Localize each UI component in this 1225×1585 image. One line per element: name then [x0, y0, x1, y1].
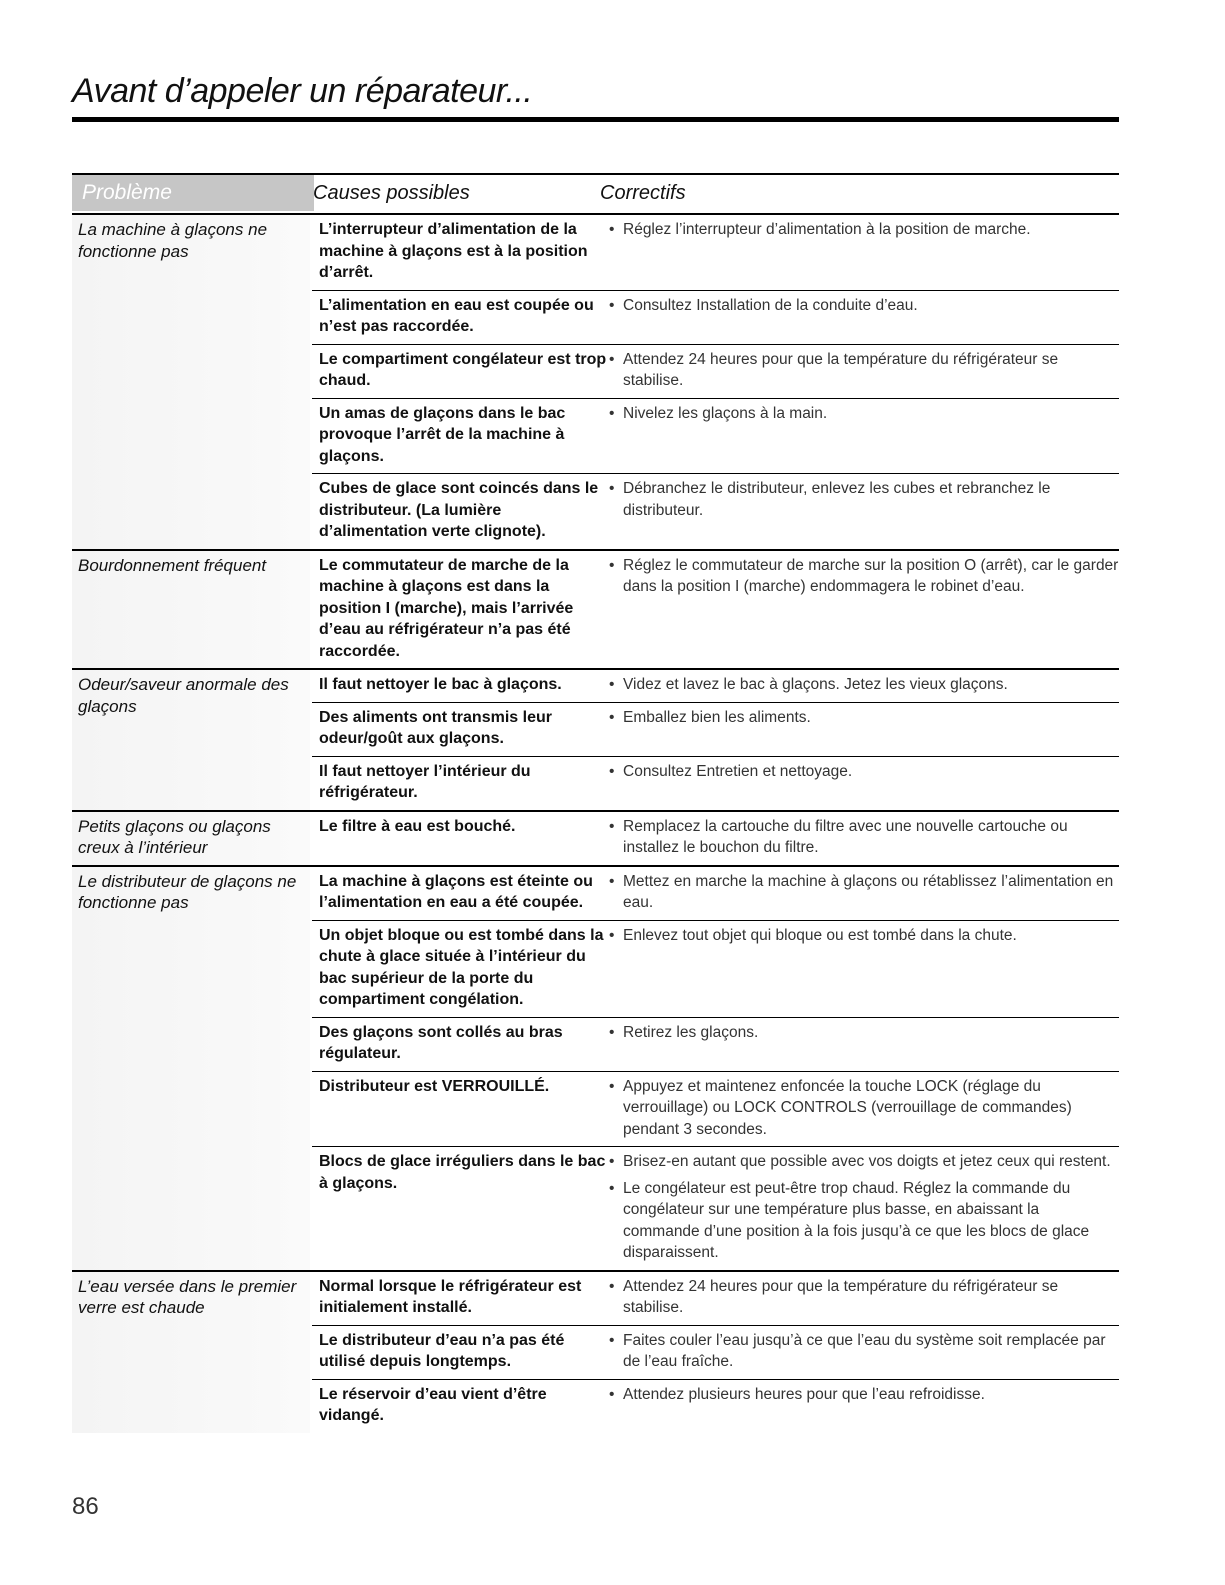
bullet-icon: • [609, 1077, 615, 1095]
cause-rows [312, 812, 1119, 865]
cause-text: Des glaçons sont collés au bras régulateur. [319, 1023, 563, 1062]
fix-item [609, 816, 1119, 859]
fix-item [609, 1330, 1119, 1373]
fix-item [609, 1276, 1119, 1319]
fix-item [609, 349, 1119, 392]
problem-label: Le distributeur de glaçons ne fonctionne pas [72, 867, 310, 1270]
table-row [312, 1379, 1119, 1433]
problem-group [72, 1270, 1119, 1433]
table-row [312, 1272, 1119, 1325]
table-row [312, 551, 1119, 669]
fix-text: Enlevez tout objet qui bloque ou est tombé dans la chute. [623, 926, 1017, 944]
fix-list [609, 1151, 1119, 1264]
fix-item [609, 478, 1119, 521]
cause-text: Normal lorsque le réfrigérateur est initialement installé. [319, 1277, 582, 1316]
page-title: Avant d’appeler un réparateur... [72, 72, 533, 110]
fix-text: Mettez en marche la machine à glaçons ou rétablissez l’alimentation en eau. [623, 872, 1114, 911]
bullet-icon: • [609, 1277, 615, 1295]
bullet-icon: • [609, 221, 615, 238]
fix-item [609, 1178, 1119, 1264]
fix-text: Le congélateur est peut-être trop chaud. Réglez la commande du congélateur sur une température plus basse, en abaissant la commande d’une position à la fois jusqu’à ce que les blocs de glace disparaissent. [623, 1179, 1090, 1261]
fix-item [609, 295, 1119, 317]
problem-group [72, 865, 1119, 1270]
bullet-icon: • [609, 817, 615, 835]
fix-list [609, 555, 1119, 663]
table-row [312, 702, 1119, 756]
bullet-icon: • [609, 1153, 615, 1170]
bullet-icon: • [609, 926, 615, 944]
fix-item [609, 555, 1119, 598]
fix-text: Remplacez la cartouche du filtre avec une nouvelle cartouche ou installez le bouchon du filtre. [623, 817, 1068, 856]
cause-text: Le réservoir d’eau vient d’être vidangé. [319, 1385, 547, 1424]
fix-text: Appuyez et maintenez enfoncée la touche LOCK (réglage du verrouillage) ou LOCK CONTROLS (verrouillage de commandes) pendant 3 secondes. [623, 1077, 1072, 1138]
fix-list [609, 1022, 1119, 1065]
fix-item [609, 871, 1119, 914]
bullet-icon: • [609, 1179, 615, 1197]
cause-text: Cubes de glace sont coincés dans le distributeur. (La lumière d’alimentation verte clignote). [319, 480, 599, 540]
fix-item [609, 1151, 1119, 1173]
fix-list [609, 403, 1119, 468]
page-number: 86 [72, 1493, 99, 1520]
header-problem: Problème [72, 175, 314, 211]
fix-text: Consultez Entretien et nettoyage. [623, 762, 853, 780]
problem-label: L’eau versée dans le premier verre est chaude [72, 1272, 310, 1433]
bullet-icon: • [609, 296, 615, 314]
cause-text: Le distributeur d’eau n’a pas été utilisé depuis longtemps. [319, 1331, 565, 1370]
bullet-icon: • [609, 872, 615, 890]
problem-group [72, 213, 1119, 549]
fix-text: Attendez 24 heures pour que la température du réfrigérateur se stabilise. [623, 1277, 1059, 1316]
bullet-icon: • [609, 1385, 615, 1403]
fix-list [609, 761, 1119, 804]
table-row [312, 344, 1119, 398]
table-row [312, 1325, 1119, 1379]
table-row [312, 920, 1119, 1017]
fix-text: Attendez plusieurs heures pour que l’eau refroidisse. [623, 1385, 985, 1403]
fix-text: Réglez l’interrupteur d’alimentation à la position de marche. [623, 221, 1031, 238]
fix-list [609, 925, 1119, 1011]
cause-rows [312, 670, 1119, 810]
fix-text: Consultez Installation de la conduite d’eau. [623, 296, 918, 314]
fix-item [609, 403, 1119, 425]
fix-list [609, 219, 1119, 284]
cause-text: Il faut nettoyer l’intérieur du réfrigérateur. [319, 762, 531, 801]
fix-item [609, 219, 1119, 241]
cause-rows [312, 867, 1119, 1270]
table-row [312, 398, 1119, 474]
fix-item [609, 1384, 1119, 1406]
fix-list [609, 871, 1119, 914]
table-row [312, 670, 1119, 702]
cause-text: Le commutateur de marche de la machine à glaçons est dans la position I (marche), mais l’arrivée d’eau au réfrigérateur n’a pas été raccordée. [319, 556, 574, 660]
bullet-icon: • [609, 480, 615, 497]
problem-label: Odeur/saveur anormale des glaçons [72, 670, 310, 810]
bullet-icon: • [609, 1331, 615, 1349]
table-row [312, 215, 1119, 290]
cause-text: Un objet bloque ou est tombé dans la chute à glace située à l’intérieur du bac supérieur de la porte du compartiment congélation. [319, 926, 604, 1008]
fix-list [609, 1384, 1119, 1427]
fix-text: Nivelez les glaçons à la main. [623, 404, 828, 422]
header-causes: Causes possibles [313, 182, 470, 204]
fix-list [609, 1330, 1119, 1373]
table-row [312, 473, 1119, 549]
header-fixes: Correctifs [600, 182, 686, 204]
table-body [72, 213, 1119, 1433]
fix-list [609, 295, 1119, 338]
cause-text: Distributeur est VERROUILLÉ. [319, 1077, 550, 1095]
cause-rows [312, 1272, 1119, 1433]
cause-text: L’interrupteur d’alimentation de la machine à glaçons est à la position d’arrêt. [319, 221, 588, 281]
fix-list [609, 674, 1119, 696]
fix-text: Retirez les glaçons. [623, 1023, 759, 1041]
fix-list [609, 816, 1119, 859]
problem-label: Petits glaçons ou glaçons creux à l’intérieur [72, 812, 310, 865]
table-row [312, 812, 1119, 865]
bullet-icon: • [609, 350, 615, 368]
fix-list [609, 1276, 1119, 1319]
fix-text: Videz et lavez le bac à glaçons. Jetez les vieux glaçons. [623, 676, 1008, 693]
problem-group [72, 668, 1119, 810]
cause-text: Il faut nettoyer le bac à glaçons. [319, 676, 562, 693]
table-row [312, 867, 1119, 920]
cause-text: Un amas de glaçons dans le bac provoque l’arrêt de la machine à glaçons. [319, 404, 566, 465]
bullet-icon: • [609, 708, 615, 726]
fix-text: Brisez-en autant que possible avec vos doigts et jetez ceux qui restent. [623, 1153, 1111, 1170]
fix-item [609, 761, 1119, 783]
cause-text: Le compartiment congélateur est trop chaud. [319, 350, 607, 389]
cause-text: Le filtre à eau est bouché. [319, 817, 516, 835]
fix-list [609, 707, 1119, 750]
fix-item [609, 1076, 1119, 1141]
table-row [312, 1146, 1119, 1270]
bullet-icon: • [609, 404, 615, 422]
fix-item [609, 674, 1119, 696]
table-header [72, 173, 1119, 213]
fix-list [609, 478, 1119, 543]
fix-text: Emballez bien les aliments. [623, 708, 811, 726]
cause-text: Des aliments ont transmis leur odeur/goût aux glaçons. [319, 708, 552, 747]
table-row [312, 1071, 1119, 1147]
fix-text: Faites couler l’eau jusqu’à ce que l’eau du système soit remplacée par de l’eau fraîche. [623, 1331, 1106, 1370]
problem-group [72, 810, 1119, 865]
bullet-icon: • [609, 676, 615, 693]
fix-list [609, 349, 1119, 392]
cause-text: La machine à glaçons est éteinte ou l’alimentation en eau a été coupée. [319, 872, 593, 911]
table-row [312, 756, 1119, 810]
problem-label: Bourdonnement fréquent [72, 551, 310, 669]
bullet-icon: • [609, 762, 615, 780]
fix-list [609, 1076, 1119, 1141]
fix-item [609, 1022, 1119, 1044]
cause-text: Blocs de glace irréguliers dans le bac à glaçons. [319, 1153, 606, 1192]
fix-item [609, 707, 1119, 729]
fix-text: Réglez le commutateur de marche sur la position O (arrêt), car le garder dans la position I (marche) endommagera le robinet d’eau. [623, 556, 1119, 595]
cause-text: L’alimentation en eau est coupée ou n’est pas raccordée. [319, 296, 594, 335]
cause-rows [312, 215, 1119, 549]
problem-label: La machine à glaçons ne fonctionne pas [72, 215, 310, 549]
troubleshooting-table [72, 173, 1119, 1433]
fix-text: Débranchez le distributeur, enlevez les cubes et rebranchez le distributeur. [623, 480, 1051, 519]
bullet-icon: • [609, 556, 615, 574]
cause-rows [312, 551, 1119, 669]
fix-text: Attendez 24 heures pour que la température du réfrigérateur se stabilise. [623, 350, 1059, 389]
table-row [312, 290, 1119, 344]
title-rule [72, 117, 1119, 122]
fix-item [609, 925, 1119, 947]
bullet-icon: • [609, 1023, 615, 1041]
problem-group [72, 549, 1119, 669]
table-row [312, 1017, 1119, 1071]
